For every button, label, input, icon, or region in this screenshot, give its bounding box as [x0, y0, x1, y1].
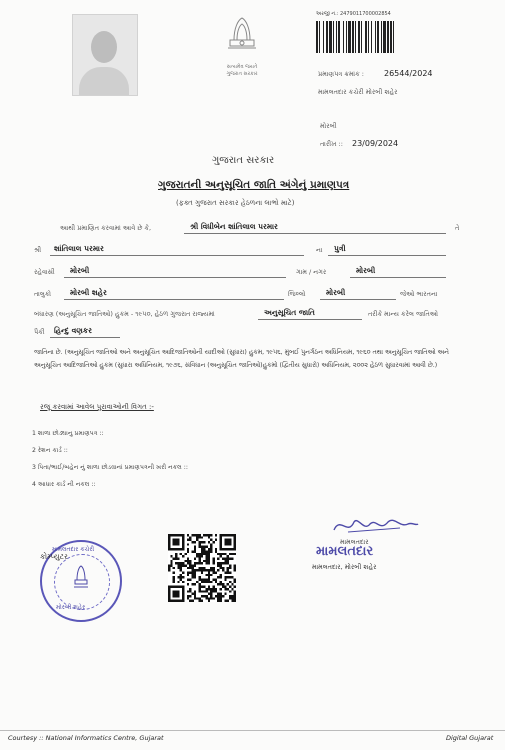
country-text: જેઓ ભારતના: [400, 290, 438, 298]
residence: મોરબી: [70, 266, 90, 275]
category: અનુસૂચિત જાતિ: [264, 308, 315, 317]
emblem-caption-1: સત્યમેવ જયતે: [226, 64, 258, 70]
certificate-no-label: પ્રમાણપત્ર ક્રમાંક :: [318, 70, 364, 78]
emblem-caption-2: ગુજરાત સરકાર: [226, 71, 258, 77]
place: મોરબી: [320, 122, 337, 130]
barcode-number: અરજી નં.: 2479011700002854: [316, 11, 391, 17]
documents-heading: રજૂ કરવામાં આવેલ પુરાવાઓની વિગત :-: [40, 403, 154, 411]
seal-overlay-text: કોમ્પ્યુટર: [40, 552, 68, 561]
taluka: મોરબી શહેર: [70, 288, 107, 297]
caste: હિન્દુ વણકર: [54, 326, 92, 335]
document-item: 3 પિતા/ભાઈ/બહેન નું શાળા છોડવાનાં પ્રમાણપત્રની ખરી નકલ ::: [32, 464, 188, 471]
signature-scribble: [330, 514, 420, 538]
government-heading: ગુજરાત સરકાર: [212, 155, 275, 166]
document-item: 1 શાળા છોડ્યાનુ પ્રમાણપત્ર ::: [32, 430, 104, 437]
applicant-name: શ્રી વિધીબેન શાંતિલાલ પરમાર: [190, 222, 278, 231]
district: મોરબી: [326, 288, 346, 297]
underline: [50, 255, 304, 256]
recognized-text: તરીકે માન્ય કરેલ જાતિઓ: [368, 310, 439, 318]
underline: [64, 299, 284, 300]
underline: [184, 233, 446, 234]
village-label: ગામ / નગર: [296, 268, 327, 276]
certificate-no: 26544/2024: [384, 69, 433, 78]
qr-code: [168, 534, 236, 602]
signature-designation: મામલતદાર: [340, 538, 369, 546]
order-text: બંધારણ (અનુસૂચિત જાતિઓ) હુકમ - ૧૯૫૦, હેઠળ ગુજરાત રાજ્યમાં: [34, 310, 215, 318]
seal-bottom-text: મોરબી શહેર: [56, 604, 86, 611]
underline: [64, 277, 286, 278]
intro-text: આથી પ્રમાણિત કરવામાં આવે છે કે,: [60, 224, 152, 232]
state-emblem-icon: [222, 10, 262, 65]
footer-digital-gujarat: Digital Gujarat: [446, 734, 494, 742]
village: મોરબી: [356, 266, 376, 275]
certificate-subtitle: (ફક્ત ગુજરાત સરકાર હેઠળના લાભો માટે): [176, 199, 295, 207]
signature-stamp: મામલતદાર: [316, 544, 374, 559]
underline: [258, 319, 362, 320]
office-name: મામલતદાર કચેરી મોરબી શહેર: [318, 88, 398, 96]
relation: પુત્રી: [334, 244, 346, 253]
date-label: તારીખ ::: [320, 140, 343, 148]
underline: [328, 255, 446, 256]
underline: [50, 337, 120, 338]
signature-office: મામલતદાર, મોરબી શહેર: [312, 563, 377, 571]
na-label: ના: [316, 246, 323, 254]
applicant-photo: [72, 14, 138, 96]
seal-emblem-icon: [72, 562, 90, 592]
line-end-mark: તે: [455, 224, 460, 232]
underline: [320, 299, 396, 300]
district-label: જિલ્લો: [288, 290, 306, 298]
certificate-title: ગુજરાતની અનુસૂચિત જાતિ અંગેનું પ્રમાણપત્ર: [158, 179, 350, 191]
taluka-label: તાલુકો: [34, 290, 52, 298]
legal-paragraph: જાતિના છે. (અનુસૂચિત જાતિઓ અને અનુસૂચિત આદિજાતિઓની યાદીઓ (સુધારા) હુકમ, ૧૯૫૬, મુંબઈ પુનર્ગઠન અધિનિયમ, ૧૯૬૦ તથા અનુસૂચિત જાતિઓ અને અનુસૂચિત આદિજાતિઓ હુકમ (સુધારા અધિનિયમ, ૧૯૭૬, સંવિધાન (અનુસૂચિત જાતિઓ)હુકમો (દ્વિતીય સુધારો) અધિનિયમ, ૨૦૦૨ હેઠળ સુધારવામાં આવી છે.): [34, 349, 449, 369]
underline: [350, 277, 446, 278]
document-item: 4 આધાર કાર્ડ ની નકલ ::: [32, 481, 96, 488]
caste-prefix: પૈકી: [34, 328, 45, 336]
document-item: 2 રેશન કાર્ડ ::: [32, 447, 68, 454]
shri-label: શ્રી: [34, 246, 42, 254]
seal-text: મામલતદાર કચેરી: [52, 546, 95, 553]
date: 23/09/2024: [352, 139, 399, 148]
father-name: શાંતિલાલ પરમાર: [54, 244, 104, 253]
footer-rule: [0, 730, 505, 731]
footer-courtesy: Courtesy :: National Informatics Centre, Gujarat: [8, 734, 164, 742]
barcode: [316, 21, 492, 53]
residence-label: રહેવાસી: [34, 268, 55, 276]
